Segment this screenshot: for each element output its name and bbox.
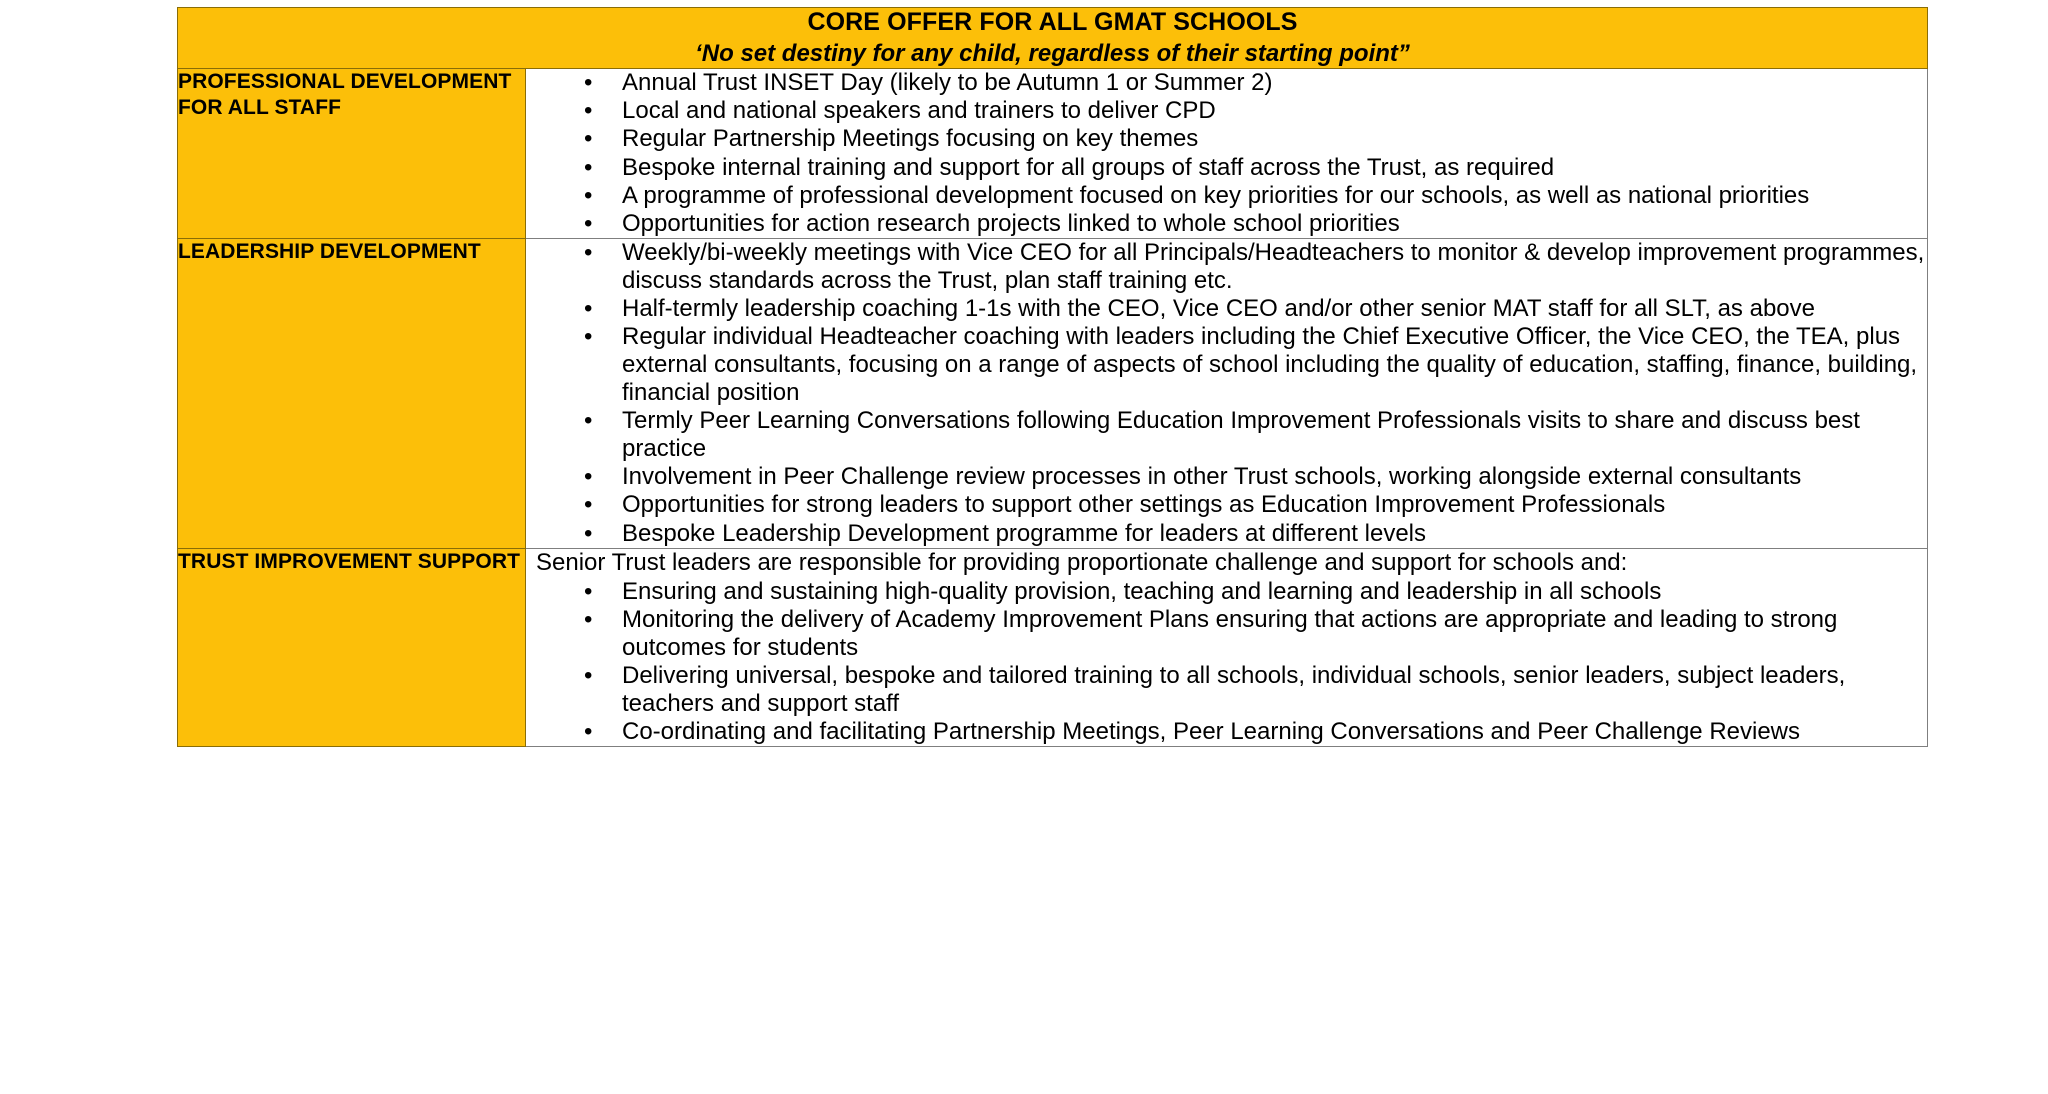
list-item: • Bespoke internal training and support for all groups of staff across the Trust, as required: [526, 154, 1927, 182]
row-label-text: TRUST IMPROVEMENT SUPPORT: [178, 549, 521, 573]
bullet-list: [526, 69, 1927, 237]
list-item: • A programme of professional development focused on key priorities for our schools, as well as national priorities: [526, 182, 1927, 210]
list-item: • Termly Peer Learning Conversations following Education Improvement Professionals visits to share and discuss best practice: [526, 407, 1927, 463]
list-item: • Local and national speakers and trainers to deliver CPD: [526, 97, 1927, 125]
page-subtitle: ‘No set destiny for any child, regardless of their starting point”: [695, 39, 1410, 67]
core-offer-table: [177, 7, 1928, 747]
row-label-text: LEADERSHIP DEVELOPMENT: [178, 239, 481, 263]
list-item: • Ensuring and sustaining high-quality provision, teaching and learning and leadership in all schools: [526, 578, 1927, 606]
list-item: • Delivering universal, bespoke and tailored training to all schools, individual schools, senior leaders, subject leaders, teachers and support staff: [526, 662, 1927, 718]
list-item: • Monitoring the delivery of Academy Improvement Plans ensuring that actions are appropriate and leading to strong outcomes for students: [526, 606, 1927, 662]
row-intro-text: Senior Trust leaders are responsible for providing proportionate challenge and support for schools and:: [536, 548, 1628, 576]
row-content-leadership-development: [526, 238, 1928, 548]
list-item: • Regular Partnership Meetings focusing on key themes: [526, 125, 1927, 153]
table-row: [178, 69, 1928, 238]
row-label-professional-development: [178, 69, 526, 238]
row-label-leadership-development: [178, 238, 526, 548]
row-label-text: PROFESSIONAL DEVELOPMENT FOR ALL STAFF: [178, 70, 512, 119]
bullet-list: [526, 239, 1927, 548]
list-item: • Opportunities for strong leaders to support other settings as Education Improvement Professionals: [526, 491, 1927, 519]
row-content-professional-development: [526, 69, 1928, 238]
list-item: • Co-ordinating and facilitating Partnership Meetings, Peer Learning Conversations and Peer Challenge Reviews: [526, 718, 1927, 746]
row-label-trust-improvement-support: [178, 548, 526, 747]
list-item: • Involvement in Peer Challenge review processes in other Trust schools, working alongside external consultants: [526, 463, 1927, 491]
header-banner: [178, 8, 1928, 69]
page-title: CORE OFFER FOR ALL GMAT SCHOOLS: [807, 8, 1298, 36]
list-item: • Regular individual Headteacher coaching with leaders including the Chief Executive Officer, the Vice CEO, the TEA, plus external consultants, focusing on a range of aspects of school including the quality of education, staffing, finance, building, financial position: [526, 323, 1927, 407]
row-content-trust-improvement-support: [526, 548, 1928, 747]
list-item: • Opportunities for action research projects linked to whole school priorities: [526, 210, 1927, 238]
table-row: [178, 238, 1928, 548]
list-item: • Weekly/bi-weekly meetings with Vice CEO for all Principals/Headteachers to monitor & develop improvement programmes, discuss standards across the Trust, plan staff training etc.: [526, 239, 1927, 295]
table-header-row: [178, 8, 1928, 69]
list-item: • Annual Trust INSET Day (likely to be Autumn 1 or Summer 2): [526, 69, 1927, 97]
table-row: [178, 548, 1928, 747]
bullet-list: [526, 578, 1927, 746]
list-item: • Bespoke Leadership Development programme for leaders at different levels: [526, 520, 1927, 548]
list-item: • Half-termly leadership coaching 1-1s with the CEO, Vice CEO and/or other senior MAT staff for all SLT, as above: [526, 295, 1927, 323]
table-body: [178, 8, 1928, 747]
